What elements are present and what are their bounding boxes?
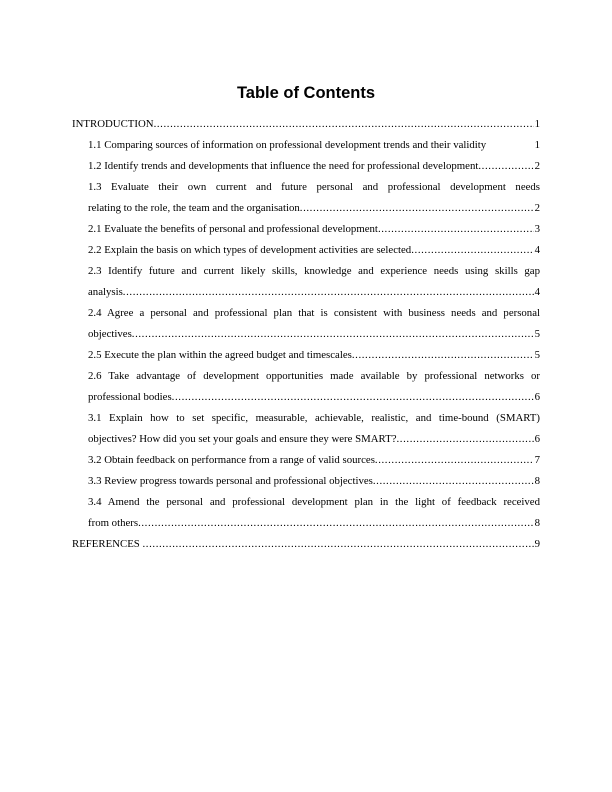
toc-entry-label: 1.2 Identify trends and developments that influence the need for professional development <box>88 160 479 172</box>
toc-leader-dots <box>138 513 534 534</box>
toc-entry-1-3-line1[interactable]: 1.3 Evaluate their own current and future personal and professional development needs <box>88 181 540 193</box>
toc-entry-3-1-line1[interactable]: 3.1 Explain how to set specific, measurable, achievable, realistic, and time-bound (SMART) <box>88 412 540 424</box>
toc-page-number: 2 <box>534 160 540 172</box>
toc-page-number: 9 <box>534 538 540 550</box>
toc-page-number: 3 <box>534 223 540 235</box>
toc-leader-dots <box>172 387 534 408</box>
toc-page-number: 8 <box>534 475 540 487</box>
toc-entry-3-3[interactable] <box>72 471 540 492</box>
toc-leader-dots <box>154 114 534 135</box>
toc-entry-label: 2.5 Execute the plan within the agreed budget and timescales <box>88 349 352 361</box>
toc-entry-2-4[interactable] <box>72 324 540 345</box>
table-of-contents <box>72 114 540 555</box>
toc-leader-dots <box>478 156 533 177</box>
page-title: Table of Contents <box>236 84 376 102</box>
toc-entry-2-5[interactable] <box>72 345 540 366</box>
toc-entry-label: objectives? How did you set your goals and ensure they were SMART? <box>88 433 397 445</box>
toc-entry-label: 1.1 Comparing sources of information on professional development trends and their validity <box>88 139 487 151</box>
toc-leader-dots <box>123 282 534 303</box>
toc-page-number: 4 <box>534 286 540 298</box>
toc-page-number: 6 <box>534 391 540 403</box>
toc-leader-dots <box>375 450 534 471</box>
toc-entry-2-6-line1[interactable]: 2.6 Take advantage of development opportunities made available by professional networks or <box>88 370 540 382</box>
toc-entry-label: professional bodies <box>88 391 172 403</box>
toc-page-number: 4 <box>534 244 540 256</box>
toc-page-number: 1 <box>534 118 540 130</box>
toc-entry-label: 2.2 Explain the basis on which types of development activities are selected <box>88 244 412 256</box>
toc-entry-1-3[interactable] <box>72 198 540 219</box>
toc-leader-dots <box>378 219 534 240</box>
toc-leader-dots <box>352 345 534 366</box>
toc-entry-2-1[interactable] <box>72 219 540 240</box>
toc-entry-label: objectives <box>88 328 132 340</box>
toc-entry-2-3[interactable] <box>72 282 540 303</box>
toc-entry-label: INTRODUCTION <box>72 118 154 130</box>
toc-entry-label: 3.3 Review progress towards personal and professional objectives <box>88 475 373 487</box>
toc-leader-dots <box>397 429 534 450</box>
toc-leader-dots <box>300 198 534 219</box>
toc-entry-label: relating to the role, the team and the organisation <box>88 202 300 214</box>
toc-entry-3-1[interactable] <box>72 429 540 450</box>
toc-entry-label: REFERENCES <box>72 538 143 550</box>
toc-entry-label: analysis <box>88 286 123 298</box>
toc-entry-label: 2.1 Evaluate the benefits of personal and professional development <box>88 223 378 235</box>
toc-entry-label: from others <box>88 517 139 529</box>
toc-entry-introduction[interactable] <box>72 114 540 135</box>
toc-entry-3-4[interactable] <box>72 513 540 534</box>
toc-page-number: 1 <box>534 139 540 151</box>
toc-leader-dots <box>143 534 534 555</box>
toc-page-number: 5 <box>534 328 540 340</box>
toc-entry-label: 3.2 Obtain feedback on performance from a range of valid sources <box>88 454 375 466</box>
toc-leader-dots <box>373 471 534 492</box>
toc-leader-dots <box>411 240 533 261</box>
toc-page-number: 7 <box>534 454 540 466</box>
toc-page-number: 8 <box>534 517 540 529</box>
toc-entry-2-3-line1[interactable]: 2.3 Identify future and current likely skills, knowledge and experience needs using skills gap <box>88 265 540 277</box>
toc-entry-2-2[interactable] <box>72 240 540 261</box>
toc-entry-2-6[interactable] <box>72 387 540 408</box>
toc-entry-3-4-line1[interactable]: 3.4 Amend the personal and professional development plan in the light of feedback received <box>88 496 540 508</box>
toc-entry-1-1[interactable] <box>72 135 540 156</box>
toc-entry-3-2[interactable] <box>72 450 540 471</box>
toc-page-number: 5 <box>534 349 540 361</box>
toc-page-number: 2 <box>534 202 540 214</box>
toc-leader-dots <box>132 324 534 345</box>
toc-page-number: 6 <box>534 433 540 445</box>
toc-entry-references[interactable] <box>72 534 540 555</box>
toc-entry-2-4-line1[interactable]: 2.4 Agree a personal and professional plan that is consistent with business needs and personal <box>88 307 540 319</box>
toc-entry-1-2[interactable] <box>72 156 540 177</box>
